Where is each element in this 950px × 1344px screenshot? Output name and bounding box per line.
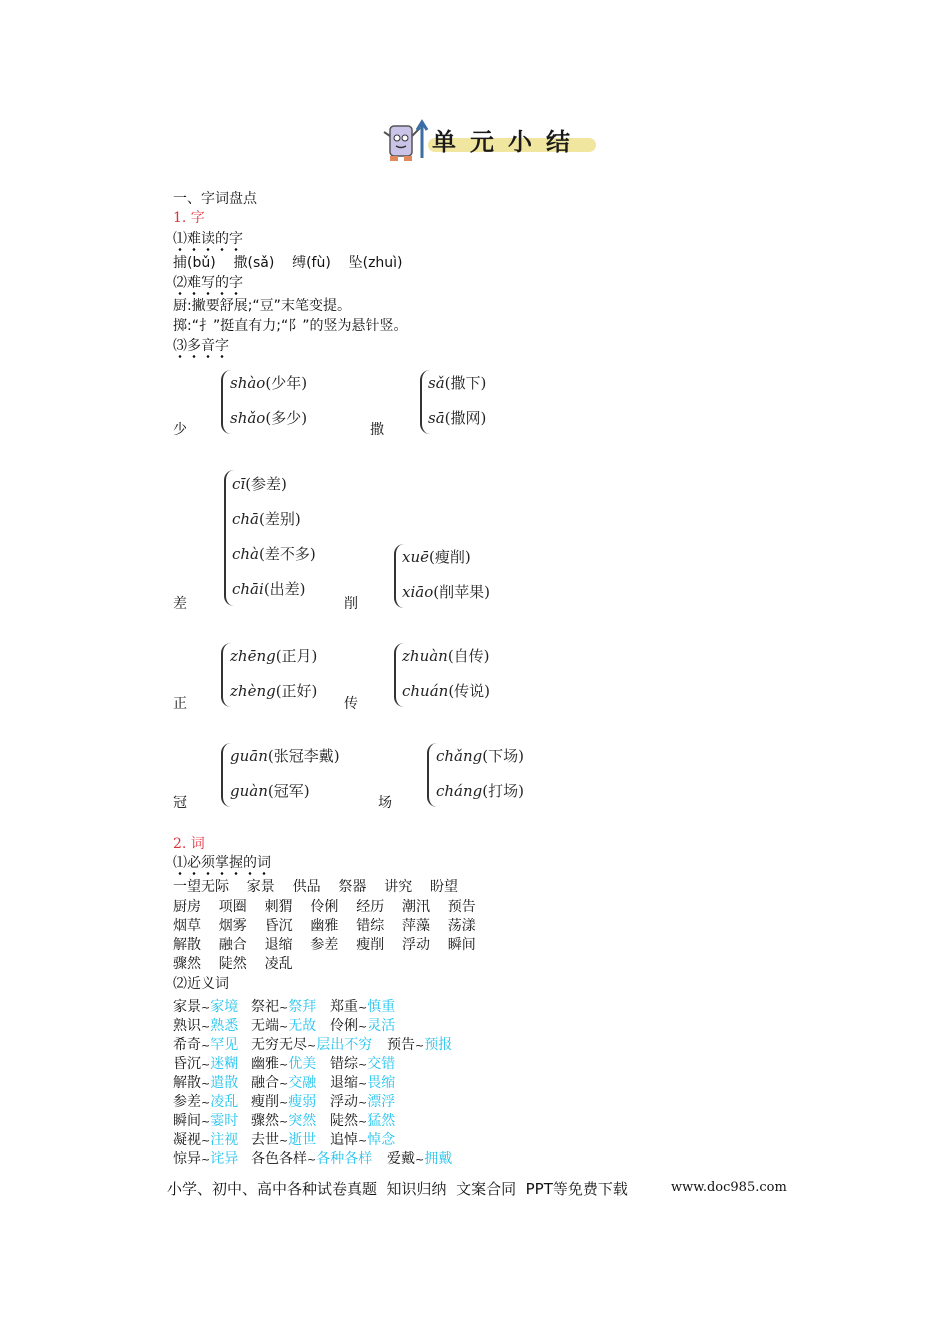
synonym-pair (251, 1074, 316, 1093)
word-list-line: 一望无际 家景 供品 祭器 讲究 盼望 (173, 879, 459, 895)
synonym-pair (387, 1150, 452, 1169)
tilde-mark: ~ (279, 1020, 289, 1033)
tilde-mark: ~ (279, 1096, 289, 1109)
synonym-answer: 迷糊 (210, 1056, 239, 1072)
poly-reading: cī(参差) (232, 475, 287, 493)
tilde-mark: ~ (201, 1134, 211, 1147)
synonym-pair (251, 1112, 316, 1131)
tilde-mark: ~ (201, 1058, 211, 1071)
tilde-mark: ~ (415, 1039, 425, 1052)
word-list-line: 解散 融合 退缩 参差 瘦削 浮动 瞬间 (173, 937, 476, 953)
synonym-pair (251, 1131, 316, 1150)
mascot-icon (376, 118, 430, 162)
synonym-answer: 霎时 (210, 1113, 239, 1129)
tilde-mark: ~ (201, 1115, 211, 1128)
synonym-word: 熟识 (173, 1018, 201, 1034)
synonym-pair (173, 1017, 238, 1036)
synonym-word: 追悼 (330, 1132, 358, 1148)
synonym-word: 解散 (173, 1075, 201, 1091)
synonym-pair (173, 1074, 238, 1093)
synonym-answer: 慎重 (367, 999, 396, 1015)
synonym-word: 浮动 (330, 1094, 358, 1110)
synonym-pair (330, 1112, 395, 1131)
subsection-heading: 1. 字 (173, 210, 205, 226)
synonym-answer: 层出不穷 (316, 1037, 373, 1053)
poly-char: 传 (344, 696, 358, 712)
page-title: 单元小结 (432, 127, 584, 156)
synonym-word: 退缩 (330, 1075, 358, 1091)
synonym-word: 融合 (251, 1075, 279, 1091)
synonym-answer: 凌乱 (210, 1094, 239, 1110)
synonym-word: 无端 (251, 1018, 279, 1034)
synonym-word: 各色各样 (251, 1151, 307, 1167)
synonym-pair (173, 1131, 238, 1150)
synonym-answer: 家境 (210, 999, 239, 1015)
synonym-pair (173, 1112, 238, 1131)
tilde-mark: ~ (201, 1001, 211, 1014)
hard-write-line: 厨:撇要舒展;“豆”末笔变提。 (173, 298, 351, 314)
synonym-word: 爱戴 (387, 1151, 415, 1167)
synonym-answer: 熟悉 (210, 1018, 239, 1034)
poly-char: 正 (173, 696, 187, 712)
tilde-mark: ~ (415, 1153, 425, 1166)
hard-write-title: ⑵难写的字 (173, 274, 243, 293)
synonym-answer: 注视 (210, 1132, 239, 1148)
tilde-mark: ~ (358, 1001, 368, 1014)
synonym-word: 预告 (387, 1037, 415, 1053)
synonym-pair (330, 1055, 395, 1074)
tilde-mark: ~ (358, 1134, 368, 1147)
tilde-mark: ~ (201, 1096, 211, 1109)
synonym-answer: 交错 (367, 1056, 396, 1072)
synonym-answer: 罕见 (210, 1037, 239, 1053)
poly-reading: chà(差不多) (232, 545, 316, 563)
poly-char: 少 (173, 422, 187, 438)
poly-reading: guàn(冠军) (230, 782, 310, 800)
synonym-answer: 猛然 (367, 1113, 396, 1129)
poly-reading: sā(撒网) (428, 409, 487, 427)
synonym-pair (251, 1017, 316, 1036)
poly-reading: xiāo(削苹果) (402, 583, 490, 601)
synonym-answer: 诧异 (210, 1151, 239, 1167)
synonym-pair (330, 1017, 395, 1036)
synonym-answer: 畏缩 (367, 1075, 396, 1091)
tilde-mark: ~ (279, 1001, 289, 1014)
synonym-word: 幽雅 (251, 1056, 279, 1072)
synonym-pair (173, 998, 238, 1017)
tilde-mark: ~ (307, 1153, 317, 1166)
synonym-word: 郑重 (330, 999, 358, 1015)
synonym-word: 错综 (330, 1056, 358, 1072)
synonym-pair (173, 1150, 238, 1169)
tilde-mark: ~ (201, 1077, 211, 1090)
tilde-mark: ~ (201, 1153, 211, 1166)
synonym-word: 家景 (173, 999, 201, 1015)
poly-reading: chāi(出差) (232, 580, 306, 598)
synonym-pair (251, 1036, 372, 1055)
tilde-mark: ~ (279, 1115, 289, 1128)
synonym-word: 陡然 (330, 1113, 358, 1129)
tilde-mark: ~ (201, 1020, 211, 1033)
poly-reading: sǎ(撒下) (428, 374, 487, 392)
poly-reading: xuē(瘦削) (402, 548, 471, 566)
word-list-line: 厨房 项圈 刺猬 伶俐 经历 潮汛 预告 (173, 899, 476, 915)
tilde-mark: ~ (358, 1020, 368, 1033)
synonym-word: 凝视 (173, 1132, 201, 1148)
synonym-pair (330, 1093, 395, 1112)
synonym-answer: 拥戴 (424, 1151, 453, 1167)
poly-reading: zhēng(正月) (230, 647, 318, 665)
poly-reading: chǎng(下场) (436, 747, 524, 765)
section-heading: 一、字词盘点 (173, 191, 257, 207)
synonym-word: 瞬间 (173, 1113, 201, 1129)
hard-read-title: ⑴难读的字 (173, 230, 243, 249)
synonym-answer: 突然 (288, 1113, 317, 1129)
tilde-mark: ~ (358, 1096, 368, 1109)
synonym-answer: 预报 (424, 1037, 453, 1053)
synonym-word: 昏沉 (173, 1056, 201, 1072)
synonym-pair (330, 1131, 395, 1150)
poly-reading: zhèng(正好) (230, 682, 318, 700)
subsection-heading: 2. 词 (173, 836, 205, 852)
word-list-line: 烟草 烟雾 昏沉 幽雅 错综 萍藻 荡漾 (173, 918, 476, 934)
synonym-answer: 交融 (288, 1075, 317, 1091)
synonym-word: 参差 (173, 1094, 201, 1110)
synonym-word: 骤然 (251, 1113, 279, 1129)
synonym-pair (173, 1093, 238, 1112)
tilde-mark: ~ (279, 1058, 289, 1071)
must-words-title: ⑴必须掌握的词 (173, 854, 271, 873)
poly-char: 削 (344, 596, 358, 612)
tilde-mark: ~ (279, 1134, 289, 1147)
poly-reading: shǎo(多少) (230, 409, 308, 427)
synonym-pair (330, 1074, 395, 1093)
poly-reading: shào(少年) (230, 374, 308, 392)
synonym-pair (173, 1036, 238, 1055)
synonym-pair (251, 1150, 372, 1169)
tilde-mark: ~ (279, 1077, 289, 1090)
synonyms-title: ⑵近义词 (173, 976, 229, 992)
poly-reading: chuán(传说) (402, 682, 491, 700)
poly-reading: cháng(打场) (436, 782, 524, 800)
synonym-answer: 瘦弱 (288, 1094, 317, 1110)
footer-url: www.doc985.com (671, 1180, 787, 1195)
poly-char: 差 (173, 596, 187, 612)
poly-char: 冠 (173, 795, 187, 811)
synonym-answer: 悼念 (367, 1132, 396, 1148)
tilde-mark: ~ (307, 1039, 317, 1052)
synonym-pair (251, 1093, 316, 1112)
synonym-pair (251, 998, 316, 1017)
synonym-word: 无穷无尽 (251, 1037, 307, 1053)
poly-reading: zhuàn(自传) (402, 647, 490, 665)
tilde-mark: ~ (358, 1058, 368, 1071)
synonym-word: 伶俐 (330, 1018, 358, 1034)
hard-write-line: 掷:“扌”挺直有力;“阝”的竖为悬针竖。 (173, 318, 408, 334)
synonym-answer: 漂浮 (367, 1094, 396, 1110)
synonym-word: 希奇 (173, 1037, 201, 1053)
synonym-answer: 各种各样 (316, 1151, 373, 1167)
hard-read-line: 捕(bǔ) 撒(sǎ) 缚(fù) 坠(zhuì) (173, 255, 403, 271)
synonym-word: 瘦削 (251, 1094, 279, 1110)
polyphonic-title: ⑶多音字 (173, 337, 229, 356)
synonym-answer: 无故 (288, 1018, 317, 1034)
tilde-mark: ~ (358, 1115, 368, 1128)
title-banner (376, 118, 598, 162)
footer-text: 小学、初中、高中各种试卷真题 知识归纳 文案合同 PPT等免费下载 (167, 1180, 628, 1198)
word-list-line: 骤然 陡然 凌乱 (173, 956, 293, 972)
synonym-word: 去世 (251, 1132, 279, 1148)
synonym-answer: 灵活 (367, 1018, 396, 1034)
synonym-pair (330, 998, 395, 1017)
poly-char: 撒 (370, 422, 384, 438)
synonym-answer: 逝世 (288, 1132, 317, 1148)
synonym-pair (173, 1055, 238, 1074)
poly-char: 场 (378, 795, 392, 811)
synonym-pair (387, 1036, 452, 1055)
synonym-pair (251, 1055, 316, 1074)
synonym-word: 惊异 (173, 1151, 201, 1167)
poly-reading: guān(张冠李戴) (230, 747, 340, 765)
synonym-answer: 遣散 (210, 1075, 239, 1091)
synonym-word: 祭祀 (251, 999, 279, 1015)
tilde-mark: ~ (358, 1077, 368, 1090)
synonym-answer: 祭拜 (288, 999, 317, 1015)
poly-reading: chā(差别) (232, 510, 301, 528)
synonym-answer: 优美 (288, 1056, 317, 1072)
tilde-mark: ~ (201, 1039, 211, 1052)
